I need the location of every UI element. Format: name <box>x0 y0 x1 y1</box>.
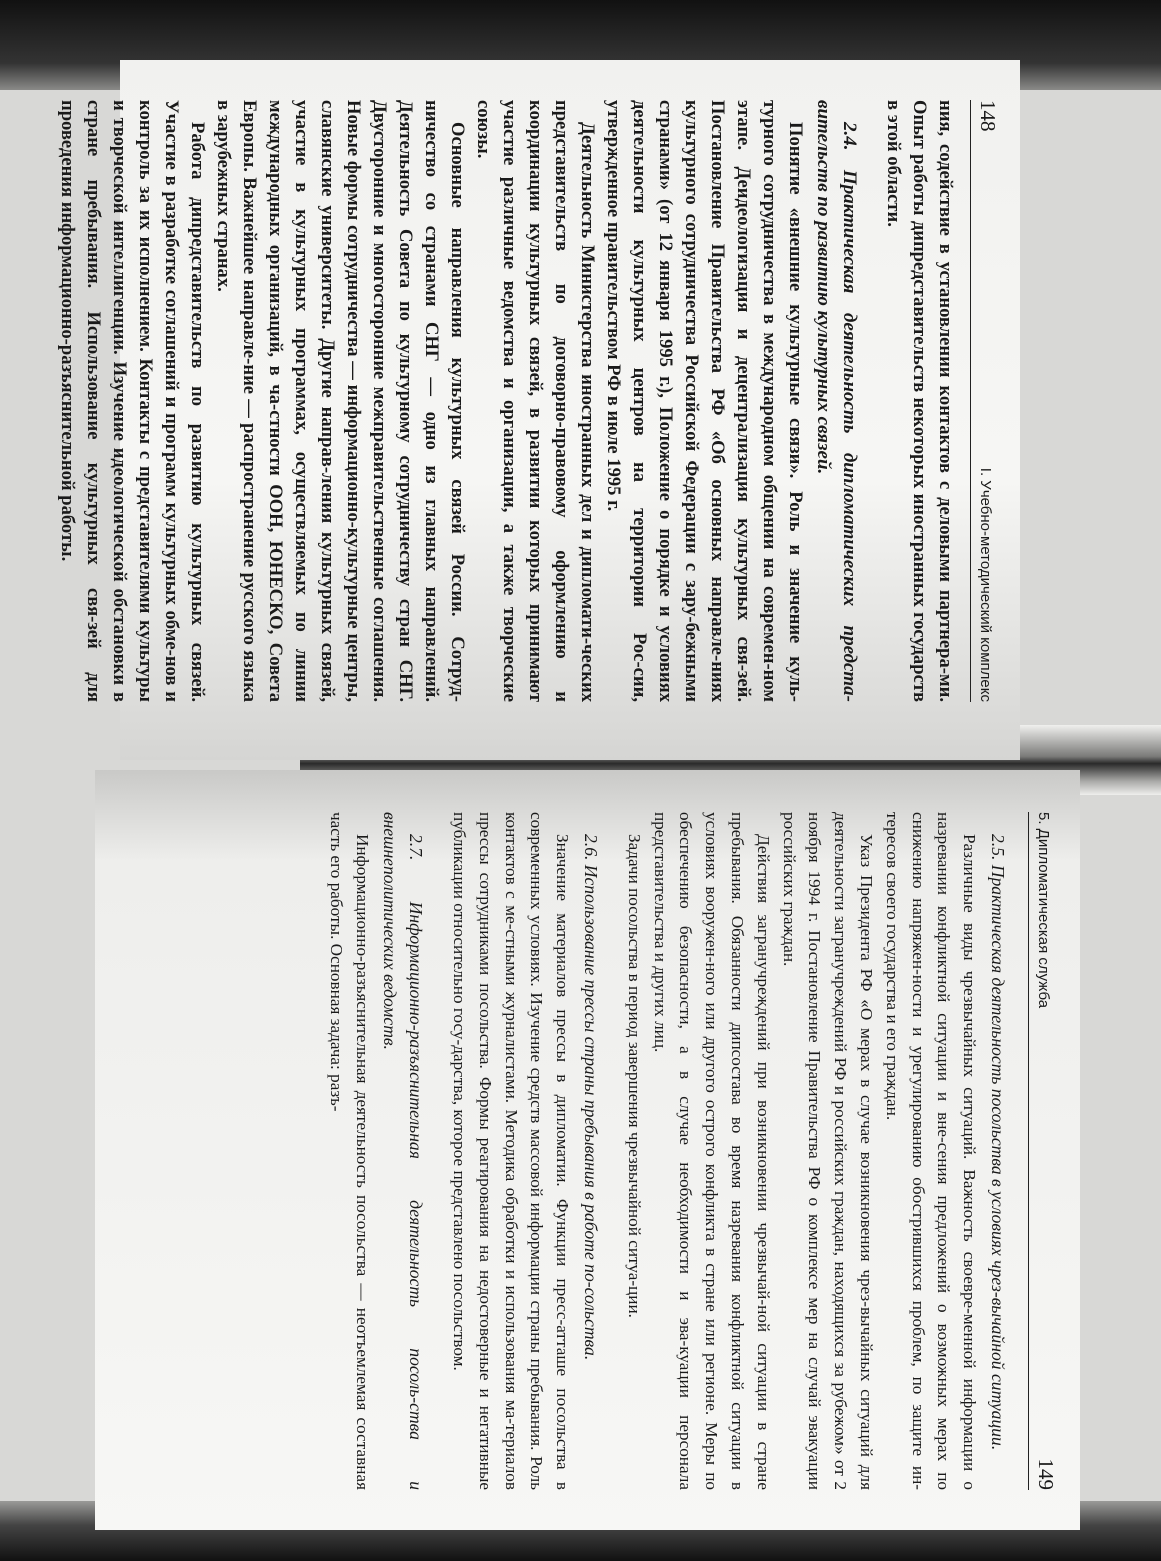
running-header: 5. Дипломатическая служба <box>1035 812 1052 1009</box>
paragraph: Действия загранучреждений при возникновении чрезвычай-ной ситуации в стране пребывания. Обязанности дипсостава во время назревания конфликтной ситуации в условиях вооружен-ного или другого острого конфликта в стране или регионе. Меры по обеспечению безопасности, а в случае необходимости и эва-куации персонала представительства и других лиц. <box>650 812 773 1490</box>
page-148-text <box>54 100 958 702</box>
paragraph: Задачи посольства в период завершения чрезвычайной ситуа-ции. <box>624 834 644 1318</box>
page-148-header <box>970 100 1000 702</box>
paragraph: Понятие «внешние культурные связи». Роль и значение куль-турного сотрудничества в международном общении на современ-ном этапе. Деидеологизация и децентрализация культурных свя-зей. Постановление Правительства РФ «Об основных направле-ниях культурного сотрудничества Российской Федерации с зару-бежными странами» (от 12 января 1995 г.), Положение о порядке и условиях деятельности культурных центров на территории Рос-сии, утвержденное правительством РФ в июле 1995 г. <box>603 100 806 702</box>
page-149-header <box>1028 812 1058 1490</box>
section-heading: 2.6. Использование прессы страны пребывания в работе по-сольства. <box>581 834 602 1361</box>
page-148 <box>57 60 1020 760</box>
page-149-paper <box>95 770 1080 1530</box>
page-148-paper <box>57 60 1020 760</box>
page-number: 148 <box>976 100 1000 132</box>
paragraph: Информационно-разъяснительная деятельность посольства — неотъемлемая составная часть его работы. Основная задача: разъ- <box>326 812 372 1490</box>
paragraph: Основные направления культурных связей России. Сотруд-ничество со странами СНГ — одно из главных направлений. Деятельность Совета по культурному сотрудничеству стран СНГ. Двусторонние и многосторонние межправительственные соглашения. Новые формы сотрудничества — информационно-культурные центры, славянские университеты. Другие направ-ления культурных связей, участие в культурных программах, осуществляемых по линии международных организаций, в ча-стности ООН, ЮНЕСКО, Совета Европы. Важнейшее направле-ние — распространение русского языка в зарубежных странах. <box>213 100 468 702</box>
page-number: 149 <box>1034 1458 1058 1490</box>
section-heading: 2.5. Практическая деятельность посольства в условиях чрез-вычайной ситуации. <box>988 834 1008 1451</box>
page-149-text <box>323 812 1010 1490</box>
paragraph: ния, содействие в установлении контактов с деловыми партнера-ми. Опыт работы дипредставительств некоторых иностранных государств в этой области. <box>883 100 956 702</box>
section-heading: 2.4. Практическая деятельность дипломатических предста-вительств по развитию культурных связей. <box>813 100 860 702</box>
running-header: I. Учебно-методический комплекс <box>977 467 994 702</box>
section-heading: 2.7. Информационно-разъяснительная деятельность посоль-ства и внешнеполитических ведомств. <box>380 812 427 1490</box>
paragraph: Различные виды чрезвычайных ситуаций. Важность своевре-менной информации о назревании конфликтной ситуации и вне-сения предложений о возможных мерах по снижению напряжен-ности и урегулированию обострившихся проблем, по защите ин-тересов своего государства и его граждан. <box>882 812 980 1490</box>
paragraph: Деятельность Министерства иностранных дел и дипломати-ческих представительств по договорно-правовому оформлению и координации культурных связей, в развитии которых принимают участие различные ведомства и организации, а также творческие союзы. <box>473 100 598 702</box>
paragraph: Значение материалов прессы в дипломатии. Функции пресс-атташе посольства в современных условиях. Изучение средств массовой информации страны пребывания. Роль контактов с ме-стными журналистами. Методика обработки и использования ма-териалов прессы сотрудниками посольства. Формы реагирования на недостоверные и негативные публикации относительно госу-дарства, которое представлено посольством. <box>450 812 573 1490</box>
paragraph: Указ Президента РФ «О мерах в случае возникновения чрез-вычайных ситуаций для деятельности загранучреждений РФ и российских граждан, находящихся за рубежом» от 2 ноября 1994 г. Постановление Правительства РФ о комплексе мер на случай эвакуации российских граждан. <box>779 812 877 1490</box>
page-149 <box>95 770 1080 1530</box>
paragraph: Работа дипредставительств по развитию культурных связей. Участие в разработке соглашений и программ культурных обме-нов и контроль за их исполнением. Контакты с представителями культуры и творческой интеллигенции. Изучение идеологической обстановки в стране пребывания. Использование культурных свя-зей для проведения информационно-разъяснительной работы. <box>57 100 208 702</box>
